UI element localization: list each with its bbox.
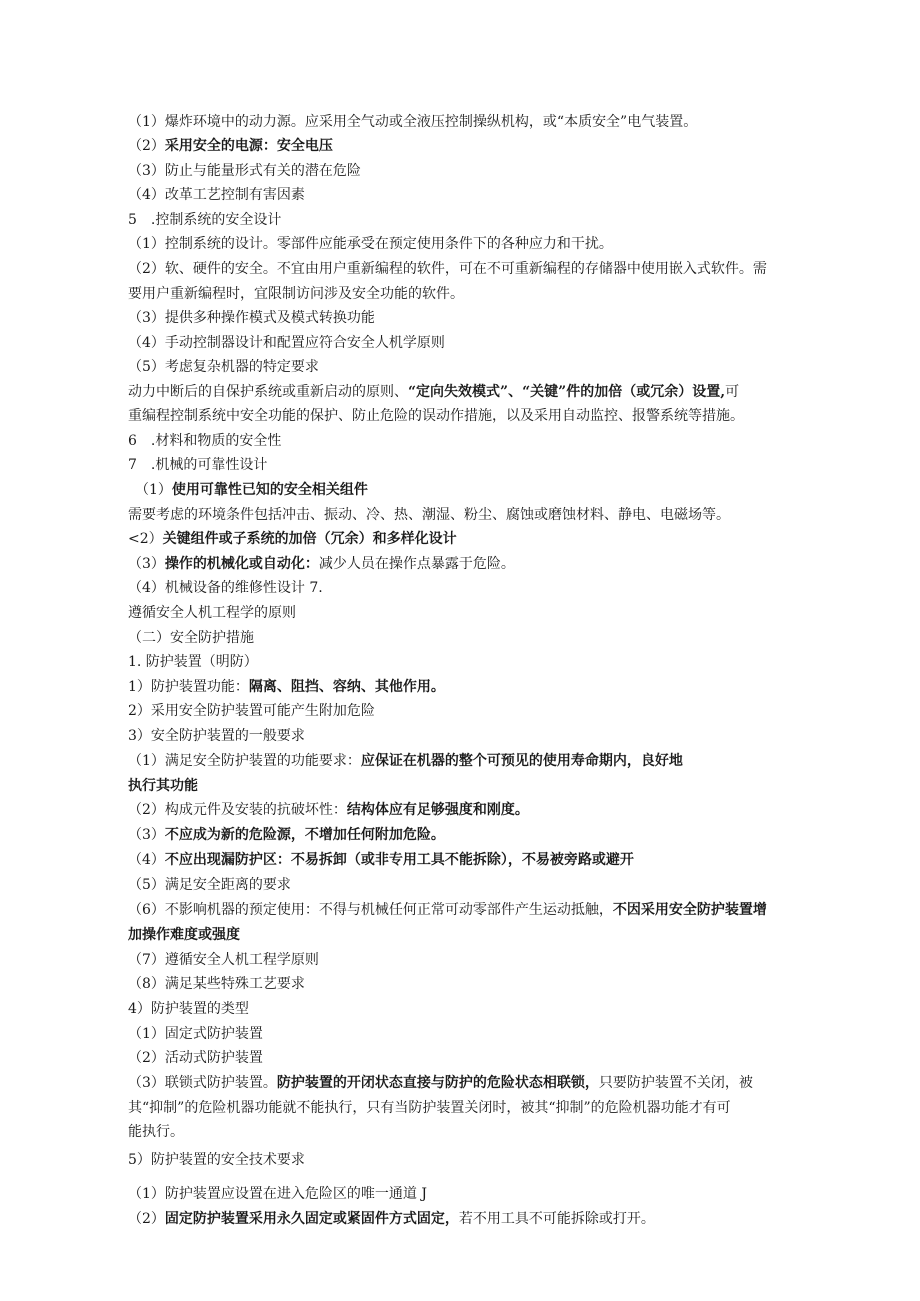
text-line: [128, 261, 767, 277]
line-text: <2）: [128, 531, 163, 547]
line-text: （7）遵循安全人机工程学原则: [128, 952, 319, 968]
line-bold-text: 执行其功能: [128, 778, 198, 794]
text-line: [128, 1050, 263, 1066]
section-heading: [128, 654, 258, 670]
text-line: [128, 753, 683, 769]
text-line: [128, 310, 375, 326]
line-bold-text: 防护装置的开闭状态直接与防护的危险状态相联锁，: [276, 1075, 599, 1091]
text-line: [128, 1186, 427, 1202]
line-text: 其“抑制”的危险机器功能就不能执行，只有当防护装置关闭时，被其“抑制”的危险机器功能才有可: [128, 1100, 731, 1116]
text-line: [128, 1152, 305, 1168]
line-text: （二）安全防护措施: [128, 630, 254, 646]
text-line: [128, 580, 323, 596]
line-text: （5）考虑复杂机器的特定要求: [128, 359, 319, 375]
section-heading: [128, 457, 267, 473]
text-line: [128, 187, 305, 203]
text-line: [128, 778, 198, 794]
section-heading: [128, 212, 281, 228]
line-bold-text: “定向失效模式”、“关键”件的加倍（或冗余）设置,: [408, 384, 726, 400]
line-text: （4）: [128, 852, 165, 868]
line-text: 2）采用安全防护装置可能产生附加危险: [128, 703, 375, 719]
line-text: 遵循安全人机工程学的原则: [128, 605, 296, 621]
section-heading: [128, 630, 254, 646]
line-text: （8）满足某些特殊工艺要求: [128, 976, 305, 992]
text-line: [128, 359, 319, 375]
line-text: （2）: [128, 1211, 165, 1227]
line-text: （1）控制系统的设计。零部件应能承受在预定使用条件下的各种应力和干扰。: [128, 236, 613, 252]
text-line: [128, 927, 240, 943]
line-text: （4）手动控制器设计和配置应符合安全人机学原则: [128, 335, 445, 351]
line-bold-text: 关键组件或子系统的加倍（冗余）和多样化设计: [162, 531, 457, 547]
line-text: （2）构成元件及安装的抗破坏性：: [128, 802, 347, 818]
text-line: [128, 1026, 263, 1042]
line-bold-text: 不应出现漏防护区：不易拆卸（或非专用工具不能拆除），不易被旁路或避开: [164, 852, 634, 868]
text-line: [128, 1075, 753, 1091]
line-bold-text: 加操作难度或强度: [128, 927, 240, 943]
text-line: [128, 605, 296, 621]
text-line: [128, 1100, 731, 1116]
line-text: （1）爆炸环境中的动力源。应采用全气动或全液压控制操纵机构，或“本质安全”电气装置。: [128, 114, 698, 130]
text-line: [128, 286, 464, 302]
text-line: [128, 556, 515, 572]
text-line: [128, 1124, 184, 1140]
line-text: （3）: [128, 827, 165, 843]
text-line: [128, 1211, 655, 1227]
text-line: [128, 827, 445, 843]
line-bold-text: 隔离、阻挡、容纳、其他作用。: [248, 679, 445, 695]
line-text: （6）不影响机器的预定使用：不得与机械任何正常可动零部件产生运动抵触，: [128, 902, 613, 918]
line-text: 需要考虑的环境条件包括冲击、振动、冷、热、潮湿、粉尘、腐蚀或磨蚀材料、静电、电磁场等。: [128, 507, 730, 523]
line-text: 1）防护装置功能：: [128, 679, 249, 695]
line-bold-text: 不因采用安全防护装置增: [612, 902, 767, 918]
line-text: （3）: [128, 556, 165, 572]
line-bold-text: 固定防护装置采用永久固定或紧固件方式固定，: [164, 1211, 459, 1227]
line-text: 可: [725, 384, 740, 400]
text-line: [128, 852, 634, 868]
text-line: [128, 877, 291, 893]
line-text: 重编程控制系统中安全功能的保护、防止危险的误动作措施，以及采用自动监控、报警系统等措施。: [128, 408, 744, 424]
line-text: （4）改革工艺控制有害因素: [128, 187, 305, 203]
text-line: [128, 976, 305, 992]
text-line: [128, 728, 305, 744]
line-text: （1）固定式防护装置: [128, 1026, 263, 1042]
line-text: （2）: [128, 138, 165, 154]
line-text: （1）防护装置应设置在进入危险区的唯一通道 J: [128, 1186, 427, 1202]
text-line: [128, 335, 445, 351]
line-text: 5）防护装置的安全技术要求: [128, 1152, 305, 1168]
line-text: 动力中断后的自保护系统或重新启动的原则、: [128, 384, 408, 400]
line-text: 只要防护装置不关闭，被: [598, 1075, 753, 1091]
line-text: 6 .材料和物质的安全性: [128, 433, 282, 449]
line-text: （1）满足安全防护装置的功能要求：: [128, 753, 361, 769]
line-bold-text: 使用可靠性已知的安全相关组件: [171, 482, 368, 498]
line-bold-text: 操作的机械化或自动化：: [164, 556, 319, 572]
text-line: [128, 703, 375, 719]
line-bold-text: 结构体应有足够强度和刚度。: [346, 802, 529, 818]
line-text: （3）防止与能量形式有关的潜在危险: [128, 163, 361, 179]
text-line: [128, 236, 613, 252]
text-line: [128, 679, 445, 695]
text-line: [128, 163, 361, 179]
text-line: [128, 408, 744, 424]
line-bold-text: 采用安全的电源：安全电压: [164, 138, 333, 154]
line-text: 能执行。: [128, 1124, 184, 1140]
line-text: （1）: [128, 482, 172, 498]
line-text: 若不用工具不可能拆除或打开。: [458, 1211, 655, 1227]
section-heading: [128, 433, 281, 449]
text-line: [128, 114, 697, 130]
line-text: （4）机械设备的维修性设计 7.: [128, 580, 323, 596]
line-bold-text: 不应成为新的危险源，不增加任何附加危险。: [164, 827, 445, 843]
line-text: 1. 防护装置（明防）: [128, 654, 258, 670]
text-line: [128, 902, 767, 918]
text-line: [128, 384, 739, 400]
text-line: [128, 952, 319, 968]
text-line: [128, 1001, 249, 1017]
text-line: [128, 482, 368, 498]
line-text: 减少人员在操作点暴露于危险。: [318, 556, 515, 572]
line-text: 7 .机械的可靠性设计: [128, 457, 268, 473]
line-text: （5）满足安全距离的要求: [128, 877, 291, 893]
text-line: [128, 802, 529, 818]
text-line: [128, 531, 457, 547]
text-line: [128, 138, 333, 154]
line-text: 4）防护装置的类型: [128, 1001, 249, 1017]
line-text: （3）提供多种操作模式及模式转换功能: [128, 310, 375, 326]
line-bold-text: 应保证在机器的整个可预见的使用寿命期内，良好地: [360, 753, 683, 769]
line-text: （2）软、硬件的安全。不宜由用户重新编程的软件，可在不可重新编程的存储器中使用嵌入式软件。需: [128, 261, 767, 277]
line-text: 3）安全防护装置的一般要求: [128, 728, 305, 744]
text-line: [128, 507, 730, 523]
line-text: 要用户重新编程时，宜限制访问涉及安全功能的软件。: [128, 286, 464, 302]
line-text: （2）活动式防护装置: [128, 1050, 263, 1066]
line-text: 5 .控制系统的安全设计: [128, 212, 282, 228]
line-text: （3）联锁式防护装置。: [128, 1075, 277, 1091]
